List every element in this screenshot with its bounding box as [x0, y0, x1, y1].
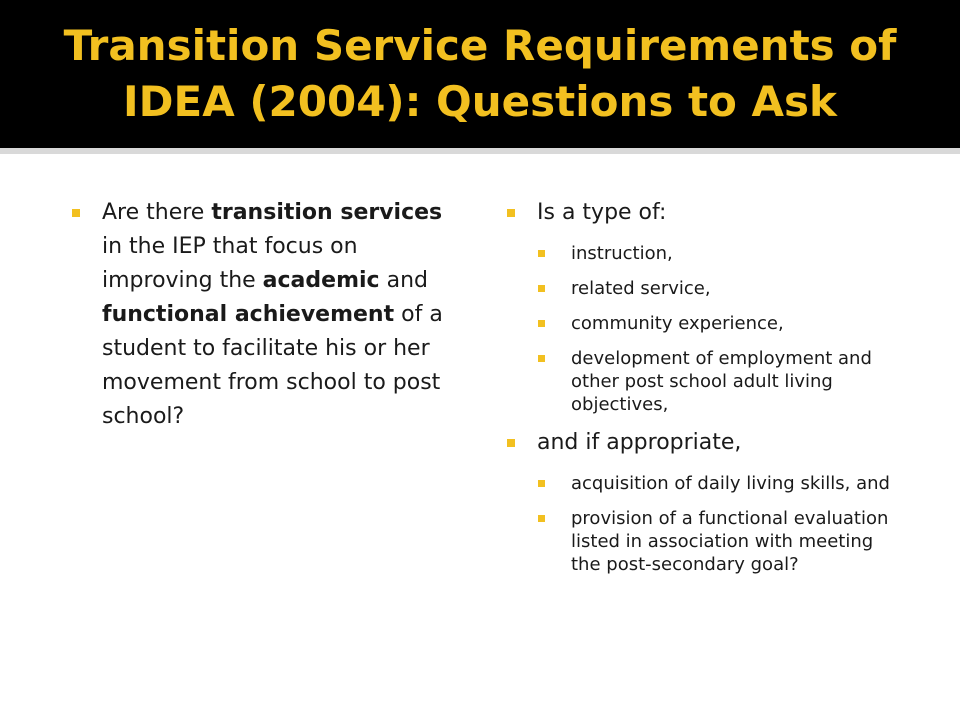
square-bullet-icon	[538, 480, 545, 487]
question-bullet	[70, 196, 450, 434]
square-bullet-icon	[507, 209, 515, 217]
sub-bullet	[538, 312, 905, 335]
sub-bullet	[538, 472, 905, 495]
type-of-heading: Is a type of:	[537, 200, 667, 225]
square-bullet-icon	[507, 439, 515, 447]
sub-bullet	[538, 507, 905, 576]
sub-bullet-text: acquisition of daily living skills, and	[571, 473, 890, 494]
sub-bullet-text: provision of a functional evaluation listed in association with meeting the post-secondary goal?	[571, 508, 889, 575]
sub-bullet	[538, 347, 905, 416]
question-text: Are there transition services in the IEP that focus on improving the academic and functional achievement of a student to facilitate his or her movement from school to post school?	[102, 200, 443, 429]
square-bullet-icon	[538, 285, 545, 292]
sub-bullet-text: community experience,	[571, 313, 784, 334]
square-bullet-icon	[538, 250, 545, 257]
if-appropriate-bullet	[505, 426, 905, 460]
square-bullet-icon	[72, 209, 80, 217]
left-column	[70, 196, 450, 434]
title-divider	[0, 148, 960, 154]
sub-bullet-text: development of employment and other post school adult living objectives,	[571, 348, 872, 415]
if-appropriate-heading: and if appropriate,	[537, 430, 742, 455]
slide-title	[20, 18, 940, 130]
sub-bullet	[538, 242, 905, 265]
square-bullet-icon	[538, 355, 545, 362]
sub-bullet-text: related service,	[571, 278, 711, 299]
square-bullet-icon	[538, 515, 545, 522]
sub-bullet	[538, 277, 905, 300]
right-column	[505, 196, 905, 576]
type-of-bullet	[505, 196, 905, 230]
square-bullet-icon	[538, 320, 545, 327]
slide-title-line-1: Transition Service Requirements of	[63, 21, 897, 70]
sub-bullet-text: instruction,	[571, 243, 673, 264]
slide-title-line-2: IDEA (2004): Questions to Ask	[123, 77, 837, 126]
